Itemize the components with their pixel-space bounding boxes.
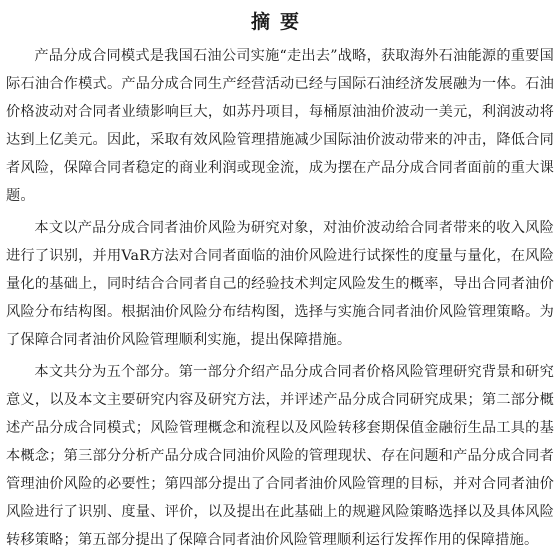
paragraph-2: 本文以产品分成合同者油价风险为研究对象，对油价波动给合同者带来的收入风险进行了识别，并用VaR方法对合同者面临的油价风险进行试探性的度量与量化，在风险量化的基础上，同时结合合同者自己的经验技术判定风险发生的概率，导出合同者油价风险分布结构图。根据油价风险分布结构图，选择与实施合同者油价风险管理策略。为了保障合同者油价风险管理顺利实施，提出保障措施。 — [6, 220, 554, 348]
paragraph-1: 产品分成合同模式是我国石油公司实施“走出去”战略，获取海外石油能源的重要国际石油合作模式。产品分成合同生产经营活动已经与国际石油经济发展融为一体。石油价格波动对合同者业绩影响巨大，如苏丹项目，每桶原油油价波动一美元，利润波动将达到上亿美元。因此，采取有效风险管理措施减少国际油价波动带来的冲击，降低合同者风险，保障合同者稳定的商业利润或现金流，成为摆在产品分成合同者面前的重大课题。 — [6, 48, 554, 204]
paragraph-3: 本文共分为五个部分。第一部分介绍产品分成合同者价格风险管理研究背景和研究意义，以及本文主要研究内容及研究方法，并评述产品分成合同研究成果；第二部分概述产品分成合同模式；风险管理概念和流程以及风险转移套期保值金融衍生品工具的基本概念；第三部分分析产品分成合同油价风险的管理现状、存在问题和产品分成合同者管理油价风险的必要性；第四部分提出了合同者油价风险管理的目标，并对合同者油价风险进行了识别、度量、评价，以及提出在此基础上的规避风险策略选择以及具体风险转移策略；第五部分提出了保障合同者油价风险管理顺利运行发挥作用的保障措施。 — [6, 364, 554, 548]
abstract-title: 摘要 — [250, 11, 309, 33]
